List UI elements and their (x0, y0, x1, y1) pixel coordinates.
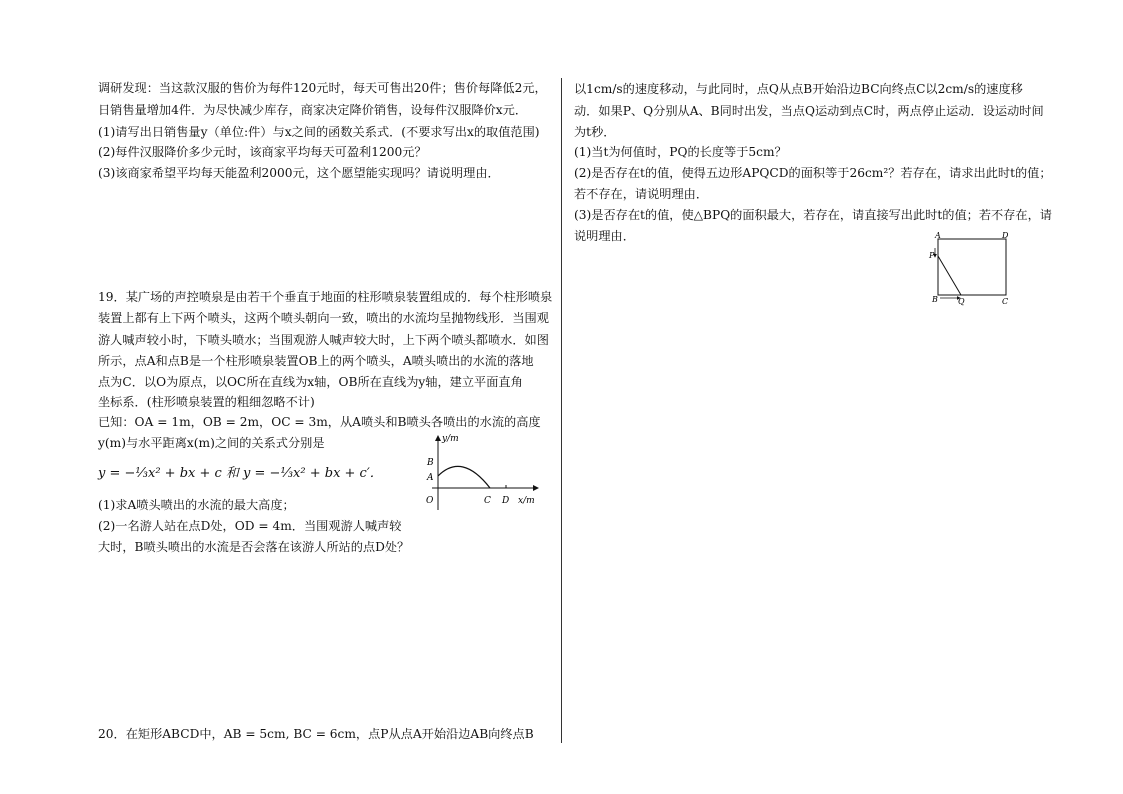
label-C: C (1002, 297, 1009, 306)
p19-line-8: y(m)与水平距离x(m)之间的关系式分别是 (98, 436, 325, 450)
label-B: B (427, 458, 434, 468)
label-Q: Q (958, 297, 965, 306)
p18-line-1: 调研发现：当这款汉服的售价为每件120元时，每天可售出20件；售价每降低2元， (98, 81, 547, 95)
label-C: C (484, 496, 491, 506)
label-A: A (935, 231, 941, 240)
column-divider (561, 78, 562, 743)
p20-line-1: 20．在矩形ABCD中，AB = 5cm, BC = 6cm，点P从点A开始沿边AB向终点B (98, 727, 534, 741)
p19-line-1: 19．某广场的声控喷泉是由若干个垂直于地面的柱形喷泉装置组成的．每个柱形喷泉 (98, 290, 553, 304)
p20-q2-line-1: (2)是否存在t的值，使得五边形APQCD的面积等于26cm²？若存在，请求出此时t的值； (574, 166, 1052, 180)
fountain-graph (418, 430, 548, 514)
p19-line-6: 坐标系．(柱形喷泉装置的粗细忽略不计) (98, 395, 315, 409)
p20-q3-line-1: (3)是否存在t的值，使△BPQ的面积最大，若存在，请直接写出此时t的值；若不存在，请 (574, 208, 1052, 222)
p19-line-7: 已知：OA = 1m，OB = 2m，OC = 3m，从A喷头和B喷头各喷出的水流的高度 (98, 415, 541, 429)
p19-line-3: 游人喊声较小时，下喷头喷水；当围观游人喊声较大时，上下两个喷头都喷水．如图 (98, 333, 549, 347)
p20-q3-line-2: 说明理由． (574, 229, 635, 243)
label-A: A (427, 473, 434, 483)
label-D: D (502, 496, 510, 506)
p18-q2: (2)每件汉服降价多少元时，该商家平均每天可盈利1200元？ (98, 145, 427, 159)
rectangle-abcd (938, 239, 1006, 295)
p19-formula: y = −⅓x² + bx + c 和 y = −⅓x² + bx + c′． (98, 466, 383, 481)
p19-q1: (1)求A喷头喷出的水流的最大高度； (98, 498, 295, 512)
p19-q2-line-2: 大时，B喷头喷出的水流是否会落在该游人所站的点D处？ (98, 540, 410, 554)
p20-line-3: 动．如果P、Q分别从A、B同时出发，当点Q运动到点C时，两点停止运动．设运动时间 (574, 104, 1044, 118)
p19-line-4: 所示，点A和点B是一个柱形喷泉装置OB上的两个喷头，A喷头喷出的水流的落地 (98, 354, 534, 368)
p20-line-4: 为t秒． (574, 125, 616, 139)
p19-q2-line-1: (2)一名游人站在点D处，OD = 4m．当围观游人喊声较 (98, 519, 402, 533)
y-axis-label: y/m (442, 434, 459, 444)
p18-q3: (3)该商家希望平均每天能盈利2000元，这个愿望能实现吗？请说明理由． (98, 166, 500, 180)
p19-line-5: 点为C．以O为原点，以OC所在直线为x轴，OB所在直线为y轴，建立平面直角 (98, 375, 523, 389)
p20-q2-line-2: 若不存在，请说明理由． (574, 187, 709, 201)
label-B: B (932, 295, 938, 304)
label-D: D (1002, 231, 1009, 240)
p18-q1: (1)请写出日销售量y（单位:件）与x之间的函数关系式．(不要求写出x的取值范围) (98, 125, 540, 139)
p20-q1: (1)当t为何值时，PQ的长度等于5cm？ (574, 145, 787, 159)
p19-line-2: 装置上都有上下两个喷头，这两个喷头朝向一致，喷出的水流均呈抛物线形．当围观 (98, 311, 549, 325)
segment-pq (938, 256, 961, 295)
x-axis-label: x/m (518, 496, 535, 506)
label-P: P (929, 251, 935, 260)
parabola-curve (438, 466, 490, 488)
rectangle-figure (928, 230, 1014, 306)
label-O: O (426, 496, 434, 506)
p20-line-2: 以1cm/s的速度移动，与此同时，点Q从点B开始沿边BC向终点C以2cm/s的速度移 (574, 82, 1023, 96)
p18-line-2: 日销售量增加4件．为尽快减少库存，商家决定降价销售，设每件汉服降价x元． (98, 103, 528, 117)
